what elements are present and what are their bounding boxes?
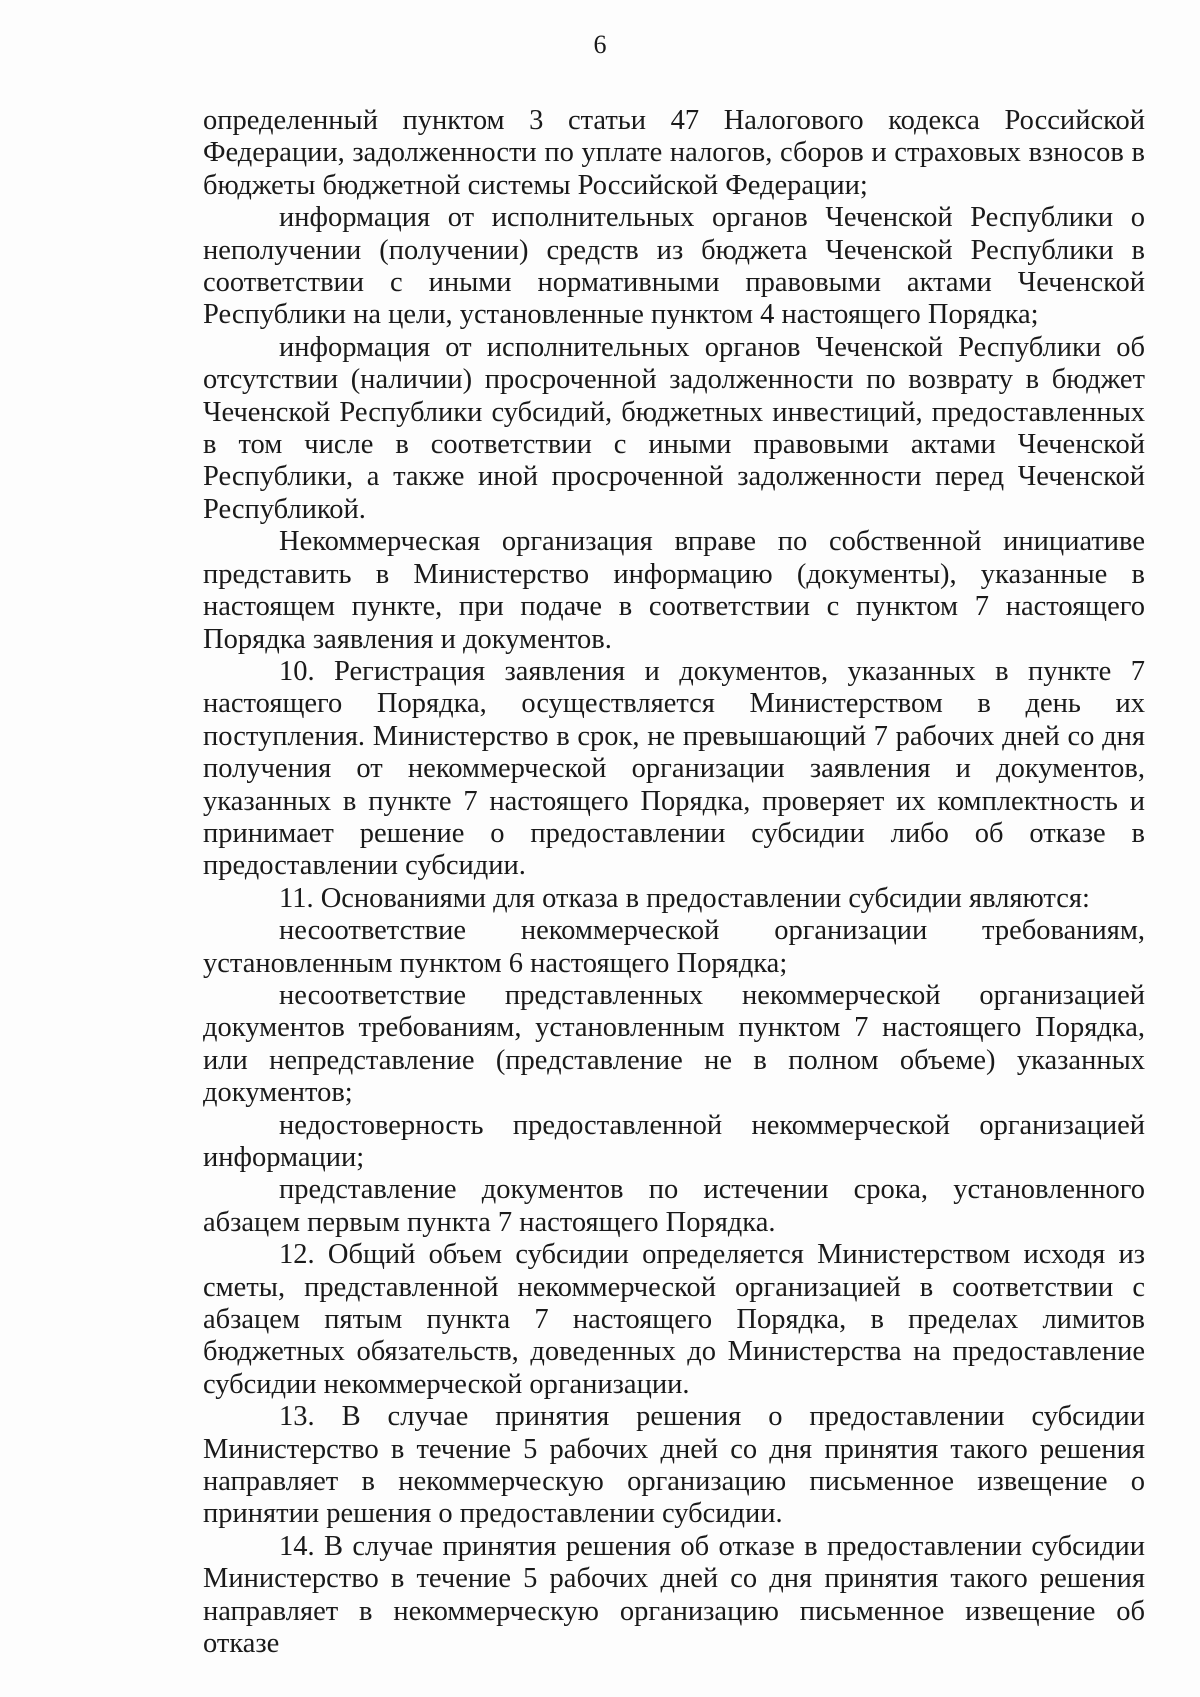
paragraph: определенный пунктом 3 статьи 47 Налогового кодекса Российской Федерации, задолженности по уплате налогов, сборов и страховых взносов в бюджеты бюджетной системы Российской Федерации; (203, 105, 1145, 201)
paragraph: недостоверность предоставленной некоммерческой организацией информации; (203, 1109, 1145, 1173)
page-number: 6 (593, 30, 607, 59)
paragraph: представление документов по истечении срока, установленного абзацем первым пункта 7 настоящего Порядка. (203, 1174, 1145, 1238)
paragraph: 13. В случае принятия решения о предоставлении субсидии Министерство в течение 5 рабочих дней со дня принятия такого решения направляет в некоммерческую организацию письменное извещение о принятии решения о предоставлении субсидии. (203, 1401, 1145, 1530)
paragraph: информация от исполнительных органов Чеченской Республики о неполучении (получении) средств из бюджета Чеченской Республики в соответствии с иными нормативными правовыми актами Чеченской Республики на цели, установленные пунктом 4 настоящего Порядка; (203, 202, 1145, 331)
paragraph: 11. Основаниями для отказа в предоставлении субсидии являются: (279, 882, 1090, 914)
paragraph: 14. В случае принятия решения об отказе в предоставлении субсидии Министерство в течение 5 рабочих дней со дня принятия такого решения направляет в некоммерческую организацию письменное извещение об отказе (203, 1530, 1145, 1660)
paragraph: 10. Регистрация заявления и документов, указанных в пункте 7 настоящего Порядка, осуществляется Министерством в день их поступления. Министерство в срок, не превышающий 7 рабочих дней со дня получения от некоммерческой организации заявления и документов, указанных в пункте 7 настоящего Порядка, проверяет их комплектность и принимает решение о предоставлении субсидии либо об отказе в предоставлении субсидии. (203, 655, 1145, 882)
paragraph: несоответствие некоммерческой организации требованиям, установленным пунктом 6 настоящего Порядка; (203, 915, 1145, 979)
paragraph: несоответствие представленных некоммерческой организацией документов требованиям, установленным пунктом 7 настоящего Порядка, или непредставление (представление не в полном объеме) указанных документов; (203, 979, 1145, 1109)
paragraph: 12. Общий объем субсидии определяется Министерством исходя из сметы, представленной некоммерческой организацией в соответствии с абзацем пятым пункта 7 настоящего Порядка, в пределах лимитов бюджетных обязательств, доведенных до Министерства на предоставление субсидии некоммерческой организации. (203, 1239, 1145, 1400)
document-body (203, 105, 1145, 1661)
paragraph: Некоммерческая организация вправе по собственной инициативе представить в Министерство информацию (документы), указанные в настоящем пункте, при подаче в соответствии с пунктом 7 настоящего Порядка заявления и документов. (203, 526, 1145, 655)
paragraph: информация от исполнительных органов Чеченской Республики об отсутствии (наличии) просроченной задолженности по возврату в бюджет Чеченской Республики субсидий, бюджетных инвестиций, предоставленных в том числе в соответствии с иными правовыми актами Чеченской Республики, а также иной просроченной задолженности перед Чеченской Республикой. (203, 331, 1145, 525)
